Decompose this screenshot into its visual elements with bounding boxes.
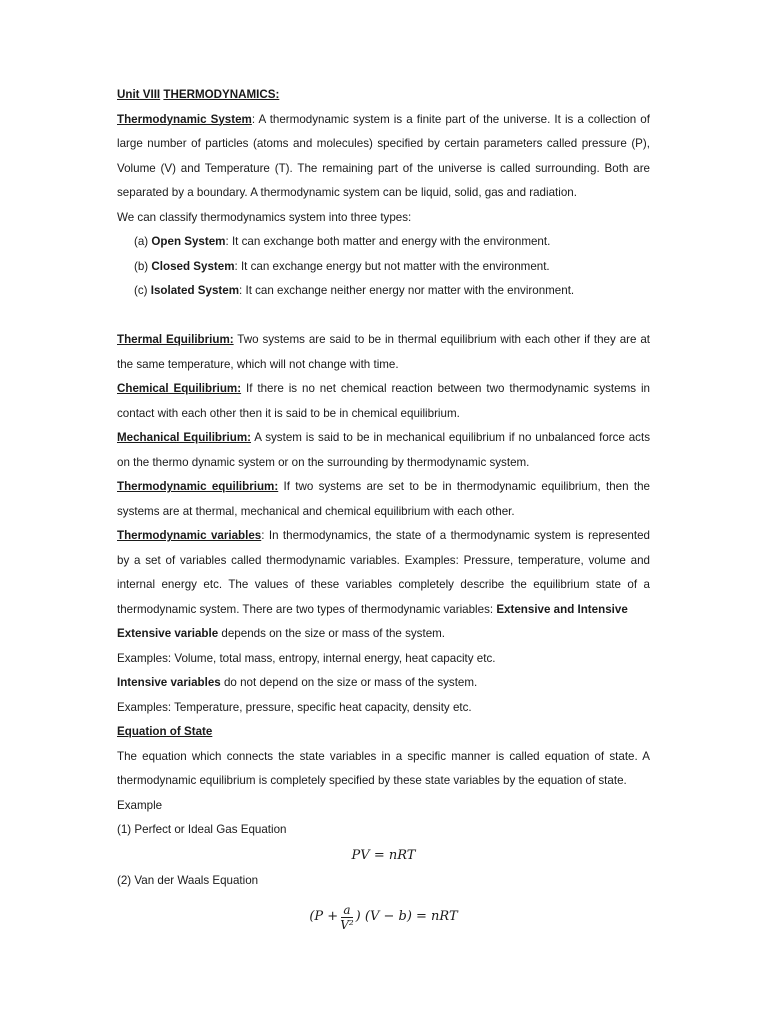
thermal-paragraph: [117, 328, 650, 377]
spacer: [117, 304, 650, 329]
variables-types: Extensive and Intensive: [496, 602, 628, 616]
thermodynamic-eq-paragraph: [117, 475, 650, 524]
system-term: Thermodynamic System: [117, 112, 252, 126]
type-text: : It can exchange both matter and energy with the environment.: [225, 235, 551, 248]
intensive-examples: Examples: Temperature, pressure, specific heat capacity, density etc.: [117, 700, 472, 714]
classify-text: We can classify thermodynamics system into three types:: [117, 210, 412, 224]
type-isolated: [117, 279, 650, 304]
ideal-gas-equation: PV = nRT: [351, 847, 416, 863]
intensive-paragraph: [117, 671, 650, 696]
vdw-left: (P +: [309, 908, 339, 924]
chemical-term: Chemical Equilibrium:: [117, 382, 242, 395]
equation-of-state-heading: [117, 720, 650, 745]
variables-term: Thermodynamic variables: [117, 529, 262, 542]
type-open: [117, 230, 650, 255]
mechanical-term: Mechanical Equilibrium:: [117, 431, 252, 444]
variables-text: : In thermodynamics, the state of a thermodynamic system is represented by a set of variables called thermodynamic variables. Examples: Pressure, temperature, volume and internal energy etc. The values of these variables completely describe the equilibrium state of a thermodynamic system. There are two types of thermodynamic variables:: [117, 529, 650, 616]
type-prefix: (c): [134, 284, 151, 297]
system-paragraph: [117, 108, 650, 206]
type-text: : It can exchange energy but not matter with the environment.: [234, 259, 550, 273]
thermodynamic-eq-term: Thermodynamic equilibrium:: [117, 480, 279, 493]
type-term: Closed System: [151, 259, 235, 273]
thermal-text: Two systems are said to be in thermal equilibrium with each other if they are at the same temperature, which will not change with time.: [117, 333, 651, 371]
system-text: : A thermodynamic system is a finite part of the universe. It is a collection of large number of particles (atoms and molecules) specified by certain parameters called pressure (P), Volume (V) and Temperature (T). The remaining part of the universe is called surrounding. Both are separated by a boundary. A thermodynamic system can be liquid, solid, gas and radiation.: [117, 112, 650, 199]
type-prefix: (a): [134, 235, 152, 248]
thermodynamic-eq-text: If two systems are set to be in thermodynamic equilibrium, then the systems are at thermal, mechanical and chemical equilibrium with each other.: [117, 480, 650, 518]
extensive-paragraph: [117, 622, 650, 647]
type-closed: [117, 255, 650, 280]
van-der-waals-label: (2) Van der Waals Equation: [117, 873, 259, 887]
van-der-waals-equation: [117, 895, 650, 939]
example-label: Example: [117, 798, 163, 812]
extensive-term: Extensive variable: [117, 627, 219, 640]
chemical-paragraph: [117, 377, 650, 426]
type-text: : It can exchange neither energy nor matter with the environment.: [239, 284, 575, 297]
chemical-text: If there is no net chemical reaction between two thermodynamic systems in contact with each other then it is said to be in chemical equilibrium.: [117, 382, 650, 420]
extensive-text: depends on the size or mass of the system.: [218, 627, 446, 640]
mechanical-paragraph: [117, 426, 650, 475]
vdw-fraction: [340, 903, 353, 932]
topic-label: THERMODYNAMICS:: [163, 88, 280, 101]
document-page: [117, 83, 650, 939]
intensive-term: Intensive variables: [117, 676, 221, 689]
unit-label: Unit VIII: [117, 88, 161, 101]
extensive-examples: Examples: Volume, total mass, entropy, internal energy, heat capacity etc.: [117, 651, 496, 665]
eos-paragraph: The equation which connects the state variables in a specific manner is called equation of state. A thermodynamic equilibrium is completely specified by these state variables by the equation of state.: [117, 749, 650, 787]
thermal-term: Thermal Equilibrium:: [117, 333, 234, 346]
intensive-text: do not depend on the size or mass of the system.: [220, 676, 478, 689]
vdw-right: ) (V − b) = nRT: [355, 908, 458, 924]
type-term: Isolated System: [150, 284, 240, 297]
vdw-numerator: a: [343, 902, 351, 917]
type-prefix: (b): [134, 259, 152, 273]
mechanical-text: A system is said to be in mechanical equilibrium if no unbalanced force acts on the thermo dynamic system or on the surrounding by thermodynamic system.: [117, 431, 651, 469]
variables-paragraph: [117, 524, 650, 622]
ideal-gas-label: (1) Perfect or Ideal Gas Equation: [117, 823, 287, 836]
vdw-denominator: V²: [340, 917, 354, 932]
eos-heading-text: Equation of State: [117, 725, 213, 738]
page-title: [117, 83, 650, 108]
type-term: Open System: [151, 235, 226, 248]
